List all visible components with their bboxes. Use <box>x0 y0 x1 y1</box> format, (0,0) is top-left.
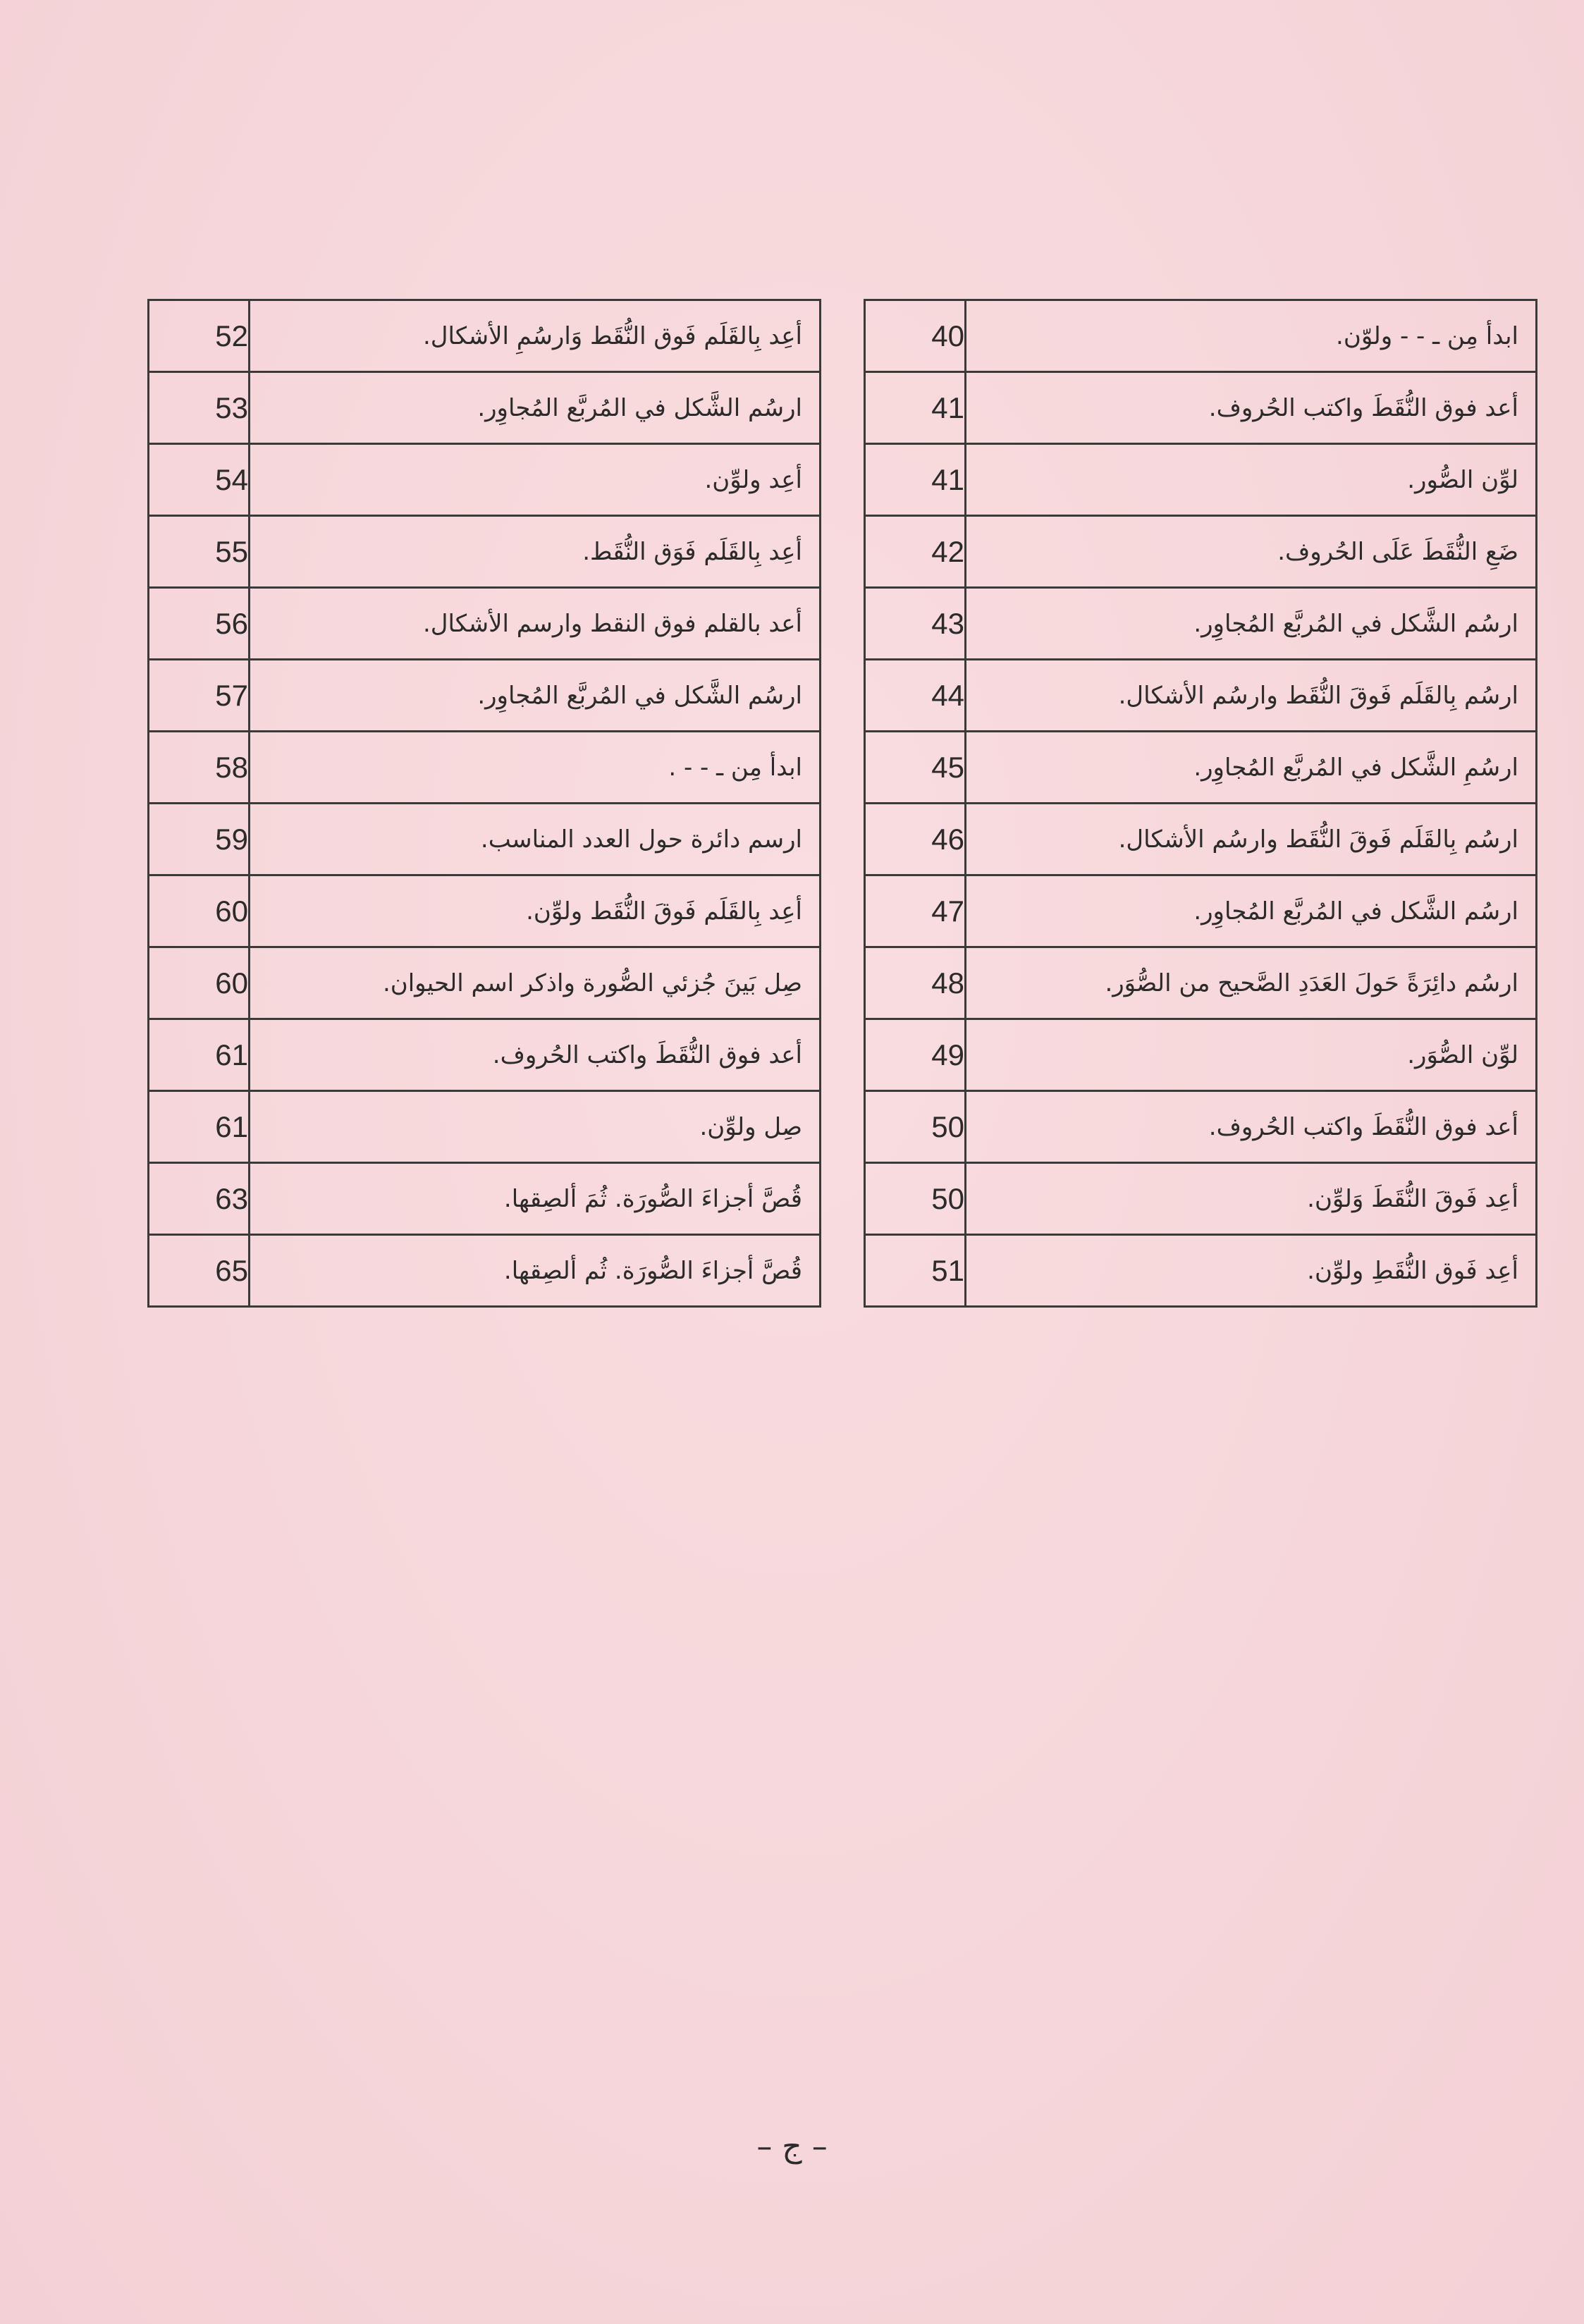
toc-entry-page-number: 46 <box>931 822 964 856</box>
toc-entry-page <box>865 372 966 444</box>
toc-row <box>149 947 821 1019</box>
toc-entry-page <box>149 1163 250 1235</box>
toc-entry-page <box>149 516 250 588</box>
toc-row <box>149 1091 821 1163</box>
toc-entry-page <box>149 444 250 516</box>
toc-entry-page <box>865 300 966 372</box>
toc-row <box>865 444 1537 516</box>
toc-entry-title: أعِد بِالقَلَم فَوَق النُّقَط. <box>250 516 821 588</box>
toc-entry-title: ارسُم الشَّكل في المُربَّع المُجاوِر. <box>966 875 1537 947</box>
toc-row <box>149 444 821 516</box>
toc-entry-title: ارسُم الشَّكل في المُربَّع المُجاوِر. <box>966 588 1537 660</box>
toc-entry-page <box>149 372 250 444</box>
toc-entry-title: ارسُم بِالقَلَم فَوقَ النُّقَط وارسُم الأشكال. <box>966 660 1537 732</box>
toc-row <box>149 372 821 444</box>
toc-entry-title: صِل ولوِّن. <box>250 1091 821 1163</box>
toc-entry-page-number: 51 <box>931 1253 964 1287</box>
toc-entry-page-number: 65 <box>215 1253 248 1287</box>
toc-row <box>149 804 821 875</box>
toc-entry-page <box>865 588 966 660</box>
toc-entry-title: ارسم دائرة حول العدد المناسب. <box>250 804 821 875</box>
toc-entry-page-number: 41 <box>931 391 964 424</box>
toc-row <box>149 300 821 372</box>
toc-entry-title: ابدأ مِن ـ - - ولوّن. <box>966 300 1537 372</box>
toc-entry-page <box>149 947 250 1019</box>
toc-entry-page <box>865 1091 966 1163</box>
toc-entry-title: ابدأ مِن ـ - - . <box>250 732 821 804</box>
toc-entry-page-number: 48 <box>931 966 964 1000</box>
toc-entry-page <box>149 732 250 804</box>
toc-entry-page-number: 59 <box>215 822 248 856</box>
toc-entry-title: أعِد فَوق النُّقَطِ ولوِّن. <box>966 1235 1537 1307</box>
toc-entry-page <box>865 1235 966 1307</box>
toc-row <box>865 947 1537 1019</box>
toc-row <box>149 1019 821 1091</box>
toc-entry-page <box>149 875 250 947</box>
toc-entry-page <box>865 1019 966 1091</box>
toc-entry-title: قُصَّ أجزاءَ الصُّورَة. ثُم ألصِقها. <box>250 1235 821 1307</box>
toc-entry-page-number: 50 <box>931 1109 964 1143</box>
toc-entry-page <box>865 444 966 516</box>
toc-entry-title: ارسُم الشَّكل في المُربَّع المُجاوِر. <box>250 660 821 732</box>
toc-entry-page <box>149 804 250 875</box>
toc-entry-page <box>865 516 966 588</box>
toc-row <box>865 1163 1537 1235</box>
toc-row <box>149 516 821 588</box>
toc-row <box>865 660 1537 732</box>
toc-row <box>865 1019 1537 1091</box>
toc-row <box>149 588 821 660</box>
toc-table-right <box>864 299 1537 1308</box>
toc-entry-title: أعِد فَوقَ النُّقَطَ وَلوِّن. <box>966 1163 1537 1235</box>
toc-entry-title: أعِد بِالقَلَم فَوق النُّقَط وَارسُمِ الأشكال. <box>250 300 821 372</box>
toc-entry-title: ارسُم دائِرَةً حَولَ العَدَدِ الصَّحيح من الصُّوَر. <box>966 947 1537 1019</box>
toc-entry-page <box>865 1163 966 1235</box>
toc-entry-page-number: 42 <box>931 534 964 568</box>
toc-entry-page-number: 61 <box>215 1038 248 1071</box>
toc-row <box>865 1235 1537 1307</box>
toc-entry-page <box>149 588 250 660</box>
toc-entry-page-number: 56 <box>215 606 248 640</box>
toc-entry-title: أعد بالقلم فوق النقط وارسم الأشكال. <box>250 588 821 660</box>
toc-entry-title: ارسُم بِالقَلَم فَوقَ النُّقَط وارسُم الأشكال. <box>966 804 1537 875</box>
toc-row <box>149 660 821 732</box>
toc-entry-title: ارسُمِ الشَّكل في المُربَّع المُجاوِر. <box>966 732 1537 804</box>
toc-row <box>149 1235 821 1307</box>
toc-entry-page <box>865 732 966 804</box>
toc-entry-title: ارسُم الشَّكل في المُربَّع المُجاوِر. <box>250 372 821 444</box>
page-number: – ج – <box>756 2129 828 2165</box>
toc-entry-page-number: 63 <box>215 1181 248 1215</box>
toc-entry-page-number: 61 <box>215 1109 248 1143</box>
toc-entry-page-number: 54 <box>215 462 248 496</box>
toc-entry-page <box>149 1019 250 1091</box>
toc-entry-title: أعد فوق النُّقَطَ واكتب الحُروف. <box>966 372 1537 444</box>
toc-entry-page-number: 49 <box>931 1038 964 1071</box>
toc-entry-page <box>865 947 966 1019</box>
toc-entry-page-number: 52 <box>215 319 248 352</box>
toc-entry-page <box>865 804 966 875</box>
toc-entry-page-number: 44 <box>931 678 964 712</box>
toc-entry-title: أعد فوق النُّقَطَ واكتب الحُروف. <box>250 1019 821 1091</box>
toc-entry-title: ضَعِ النُّقَطَ عَلَى الحُروف. <box>966 516 1537 588</box>
toc-entry-page <box>865 875 966 947</box>
toc-entry-page-number: 41 <box>931 462 964 496</box>
toc-entry-page-number: 47 <box>931 894 964 928</box>
toc-entry-title: أعد فوق النُّقَطَ واكتب الحُروف. <box>966 1091 1537 1163</box>
toc-entry-title: لوِّن الصُّور. <box>966 444 1537 516</box>
toc-entry-page-number: 60 <box>215 966 248 1000</box>
toc-row <box>865 804 1537 875</box>
toc-row <box>149 1163 821 1235</box>
toc-entry-page-number: 58 <box>215 750 248 784</box>
toc-table-left <box>147 299 821 1308</box>
toc-row <box>865 1091 1537 1163</box>
toc-entry-page-number: 53 <box>215 391 248 424</box>
toc-entry-page <box>149 1235 250 1307</box>
toc-entry-page-number: 57 <box>215 678 248 712</box>
toc-entry-page <box>865 660 966 732</box>
toc-row <box>865 300 1537 372</box>
toc-entry-page-number: 60 <box>215 894 248 928</box>
toc-entry-page <box>149 660 250 732</box>
toc-row <box>865 516 1537 588</box>
toc-entry-page <box>149 300 250 372</box>
toc-row <box>865 588 1537 660</box>
toc-entry-title: أعِد ولوِّن. <box>250 444 821 516</box>
toc-entry-page-number: 40 <box>931 319 964 352</box>
toc-entry-title: قُصَّ أجزاءَ الصُّورَة. ثُمَ ألصِقها. <box>250 1163 821 1235</box>
toc-entry-page-number: 50 <box>931 1181 964 1215</box>
toc-row <box>865 732 1537 804</box>
toc-entry-page-number: 45 <box>931 750 964 784</box>
toc-entry-page <box>149 1091 250 1163</box>
toc-entry-page-number: 55 <box>215 534 248 568</box>
toc-row <box>149 875 821 947</box>
toc-entry-page-number: 43 <box>931 606 964 640</box>
toc-entry-title: لوِّن الصُّوَر. <box>966 1019 1537 1091</box>
toc-entry-title: صِل بَينَ جُزئي الصُّورة واذكر اسم الحيوان. <box>250 947 821 1019</box>
toc-row <box>149 732 821 804</box>
toc-entry-title: أعِد بِالقَلَم فَوقَ النُّقَط ولوِّن. <box>250 875 821 947</box>
toc-row <box>865 372 1537 444</box>
toc-row <box>865 875 1537 947</box>
